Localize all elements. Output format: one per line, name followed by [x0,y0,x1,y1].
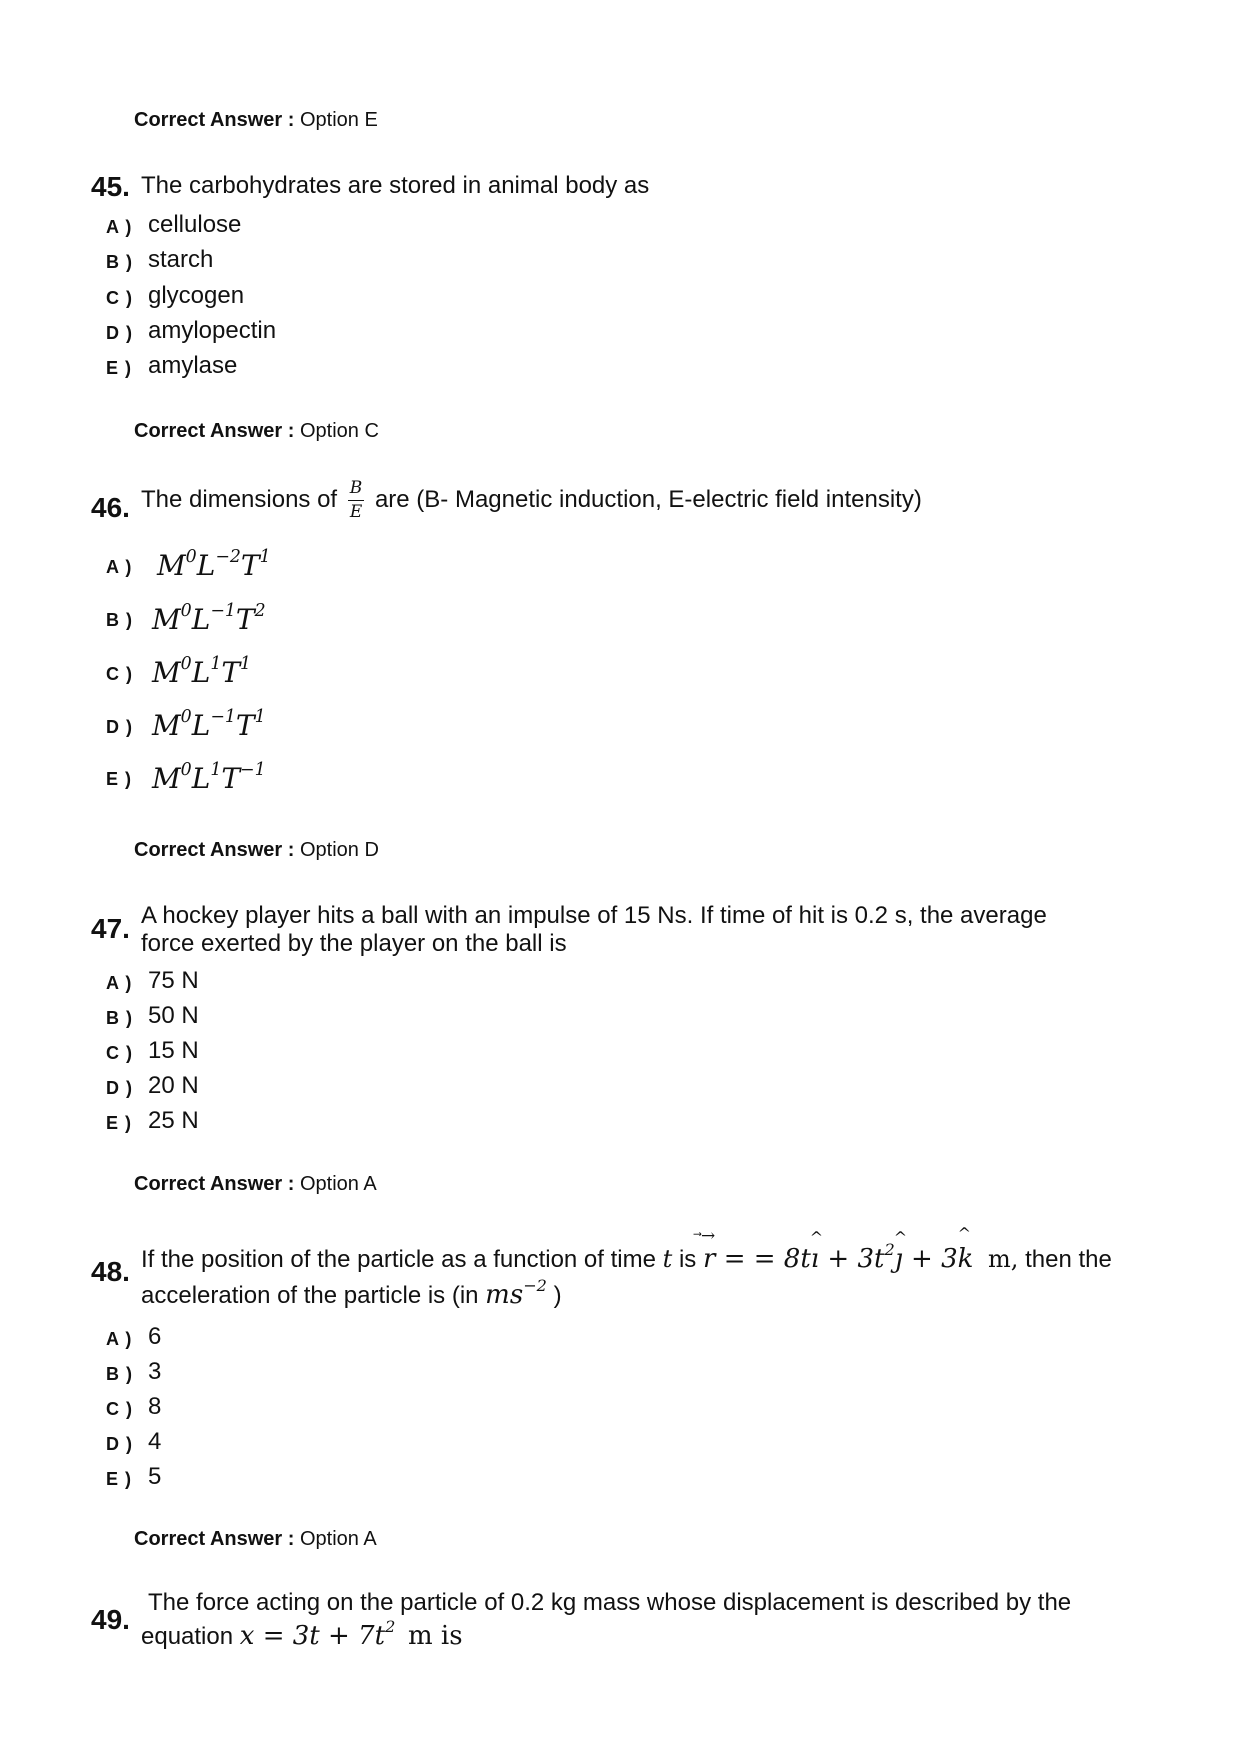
option-text: amylopectin [148,317,277,344]
question-text-after: are (B- Magnetic induction, E-electric field intensity) [374,485,922,513]
answer-label: Correct Answer : [134,1528,295,1550]
question-number: 46. [91,492,130,523]
question-text-line1: The force acting on the particle of 0.2 kg mass whose displacement is described by the [148,1589,1072,1616]
question-number: 45. [91,171,130,202]
answer-value: Option D [299,839,379,861]
question-text-line1: If the position of the particle as a function of time t is r → = = 8tı ^ + $3t^2ȷ$ ^ + 3k ^ m, then the [141,1224,1112,1274]
option-text: starch [148,246,214,273]
option-text: 20 N [148,1072,199,1099]
option-formula: $M^0L^1T^1$ [152,653,252,689]
fraction-b-over-e [348,480,365,521]
question-text: The carbohydrates are stored in animal body as [141,172,650,199]
unit-m: m, [988,1245,1019,1273]
option-text: 25 N [148,1107,199,1134]
option-text: 15 N [148,1037,199,1064]
correct-answer [134,420,379,443]
option-label: A ) [106,1329,133,1349]
option-label: C ) [106,288,133,308]
option-text: 75 N [148,967,199,994]
option-label: A ) [106,557,133,577]
option-text: 50 N [148,1002,199,1029]
question-number: 48. [91,1256,130,1287]
option-label: B ) [106,1364,133,1384]
option-text: 5 [148,1463,162,1490]
fraction-denominator: E [349,502,363,522]
option-label: D ) [106,717,133,737]
answer-value: Option A [299,1173,377,1195]
option-formula: $M^0L^1T^{-1}$ [152,759,266,795]
option-label: E ) [106,1113,133,1133]
question-number: 47. [91,913,130,944]
option-text: glycogen [148,282,245,309]
option-label: D ) [106,1434,133,1454]
option-label: B ) [106,610,133,630]
displacement-equation: $x = 3t + 7t^2$ [239,1616,396,1651]
option-label: A ) [106,973,133,993]
answer-value: Option C [299,420,379,442]
correct-answer [134,839,379,862]
equation-unit: m is [407,1621,463,1651]
option-formula: $M^0L^{-1}T^1$ [152,706,266,742]
option-label: C ) [106,1399,133,1419]
option-text: cellulose [148,211,242,238]
option-label: B ) [106,1008,133,1028]
correct-answer [134,1528,377,1551]
fraction-numerator: B [348,480,365,501]
option-text: 4 [148,1428,162,1455]
option-text: 3 [148,1358,162,1385]
answer-label: Correct Answer : [134,420,295,442]
option-label: B ) [106,252,133,272]
question-text [141,480,922,521]
answer-label: Correct Answer : [134,109,295,131]
answer-value: Option A [299,1528,377,1550]
question-text-before: The dimensions of [141,485,338,513]
option-label: D ) [106,323,133,343]
answer-label: Correct Answer : [134,839,295,861]
option-formula: $M^0L^{-1}T^2$ [152,600,266,636]
option-label: C ) [106,664,133,684]
question-text-line1: A hockey player hits a ball with an impulse of 15 Ns. If time of hit is 0.2 s, the average [141,902,1047,929]
answer-value: Option E [299,109,378,131]
correct-answer [134,1173,377,1196]
option-label: E ) [106,1469,133,1489]
question-number: 49. [91,1604,130,1635]
option-label: A ) [106,217,133,237]
position-equation: r → = = 8tı ^ + $3t^2ȷ$ ^ + 3k ^ [700,1224,974,1274]
answer-label: Correct Answer : [134,1173,295,1195]
question-text-line2: equation $x = 3t + 7t^2$ m is [141,1616,463,1651]
option-label: E ) [106,769,133,789]
correct-answer-prev [134,109,378,132]
question-text-line2: force exerted by the player on the ball is [141,930,567,957]
option-text: 8 [148,1393,162,1420]
option-label: D ) [106,1078,133,1098]
option-label: E ) [106,358,133,378]
variable-t: t [662,1245,673,1273]
option-text: amylase [148,352,238,379]
option-label: C ) [106,1043,133,1063]
option-formula: $M^0L^{-2}T^1$ [157,546,271,582]
unit-ms: $ms^{-2}$ [485,1275,547,1310]
option-text: 6 [148,1323,162,1350]
question-text-line2: acceleration of the particle is (in $ms^{-2}$ ) [141,1275,562,1310]
